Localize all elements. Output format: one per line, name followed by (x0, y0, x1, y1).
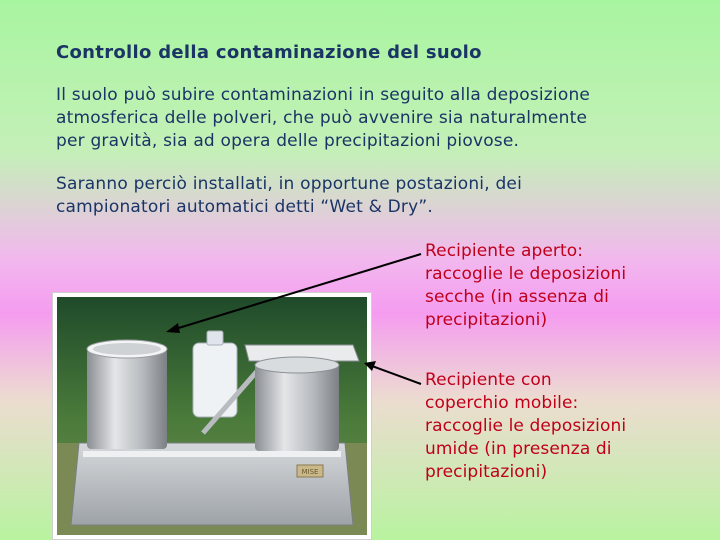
covered-bucket (255, 363, 339, 451)
intro-line: atmosferica delle polveri, che può avvenire sia naturalmente (56, 108, 588, 128)
base-edge (83, 451, 341, 457)
intro-paragraph (56, 84, 696, 153)
callout-line: umide (in presenza di (425, 439, 612, 459)
open-bucket (87, 349, 167, 449)
sampler-line: campionatori automatici detti “Wet & Dry”. (56, 197, 433, 217)
water-jug (193, 343, 237, 417)
callout-line: precipitazioni) (425, 310, 548, 330)
open-bucket-mouth (93, 343, 161, 355)
sampler-paragraph (56, 173, 696, 219)
intro-line: Il suolo può subire contaminazioni in seguito alla deposizione (56, 85, 591, 105)
callout-line: precipitazioni) (425, 462, 548, 482)
sampler-photo (52, 292, 372, 540)
intro-line: per gravità, sia ad opera delle precipitazioni piovose. (56, 131, 520, 151)
jug-cap (207, 331, 223, 345)
covered-bucket-rim (255, 357, 339, 373)
callout-line: coperchio mobile: (425, 393, 579, 413)
callout-line: Recipiente con (425, 370, 552, 390)
sampler-line: Saranno perciò installati, in opportune postazioni, dei (56, 174, 523, 194)
callout-line: Recipiente aperto: (425, 241, 584, 261)
sampler-illustration (53, 293, 371, 539)
callout-line: raccoglie le deposizioni (425, 264, 627, 284)
callout-lid-container (425, 369, 626, 484)
arrow-lid-line (372, 366, 421, 384)
callout-line: secche (in assenza di (425, 287, 609, 307)
slide-title: Controllo della contaminazione del suolo (56, 42, 482, 63)
logo-text: MISE (301, 468, 319, 476)
callout-open-container (425, 240, 626, 332)
callout-line: raccoglie le deposizioni (425, 416, 627, 436)
